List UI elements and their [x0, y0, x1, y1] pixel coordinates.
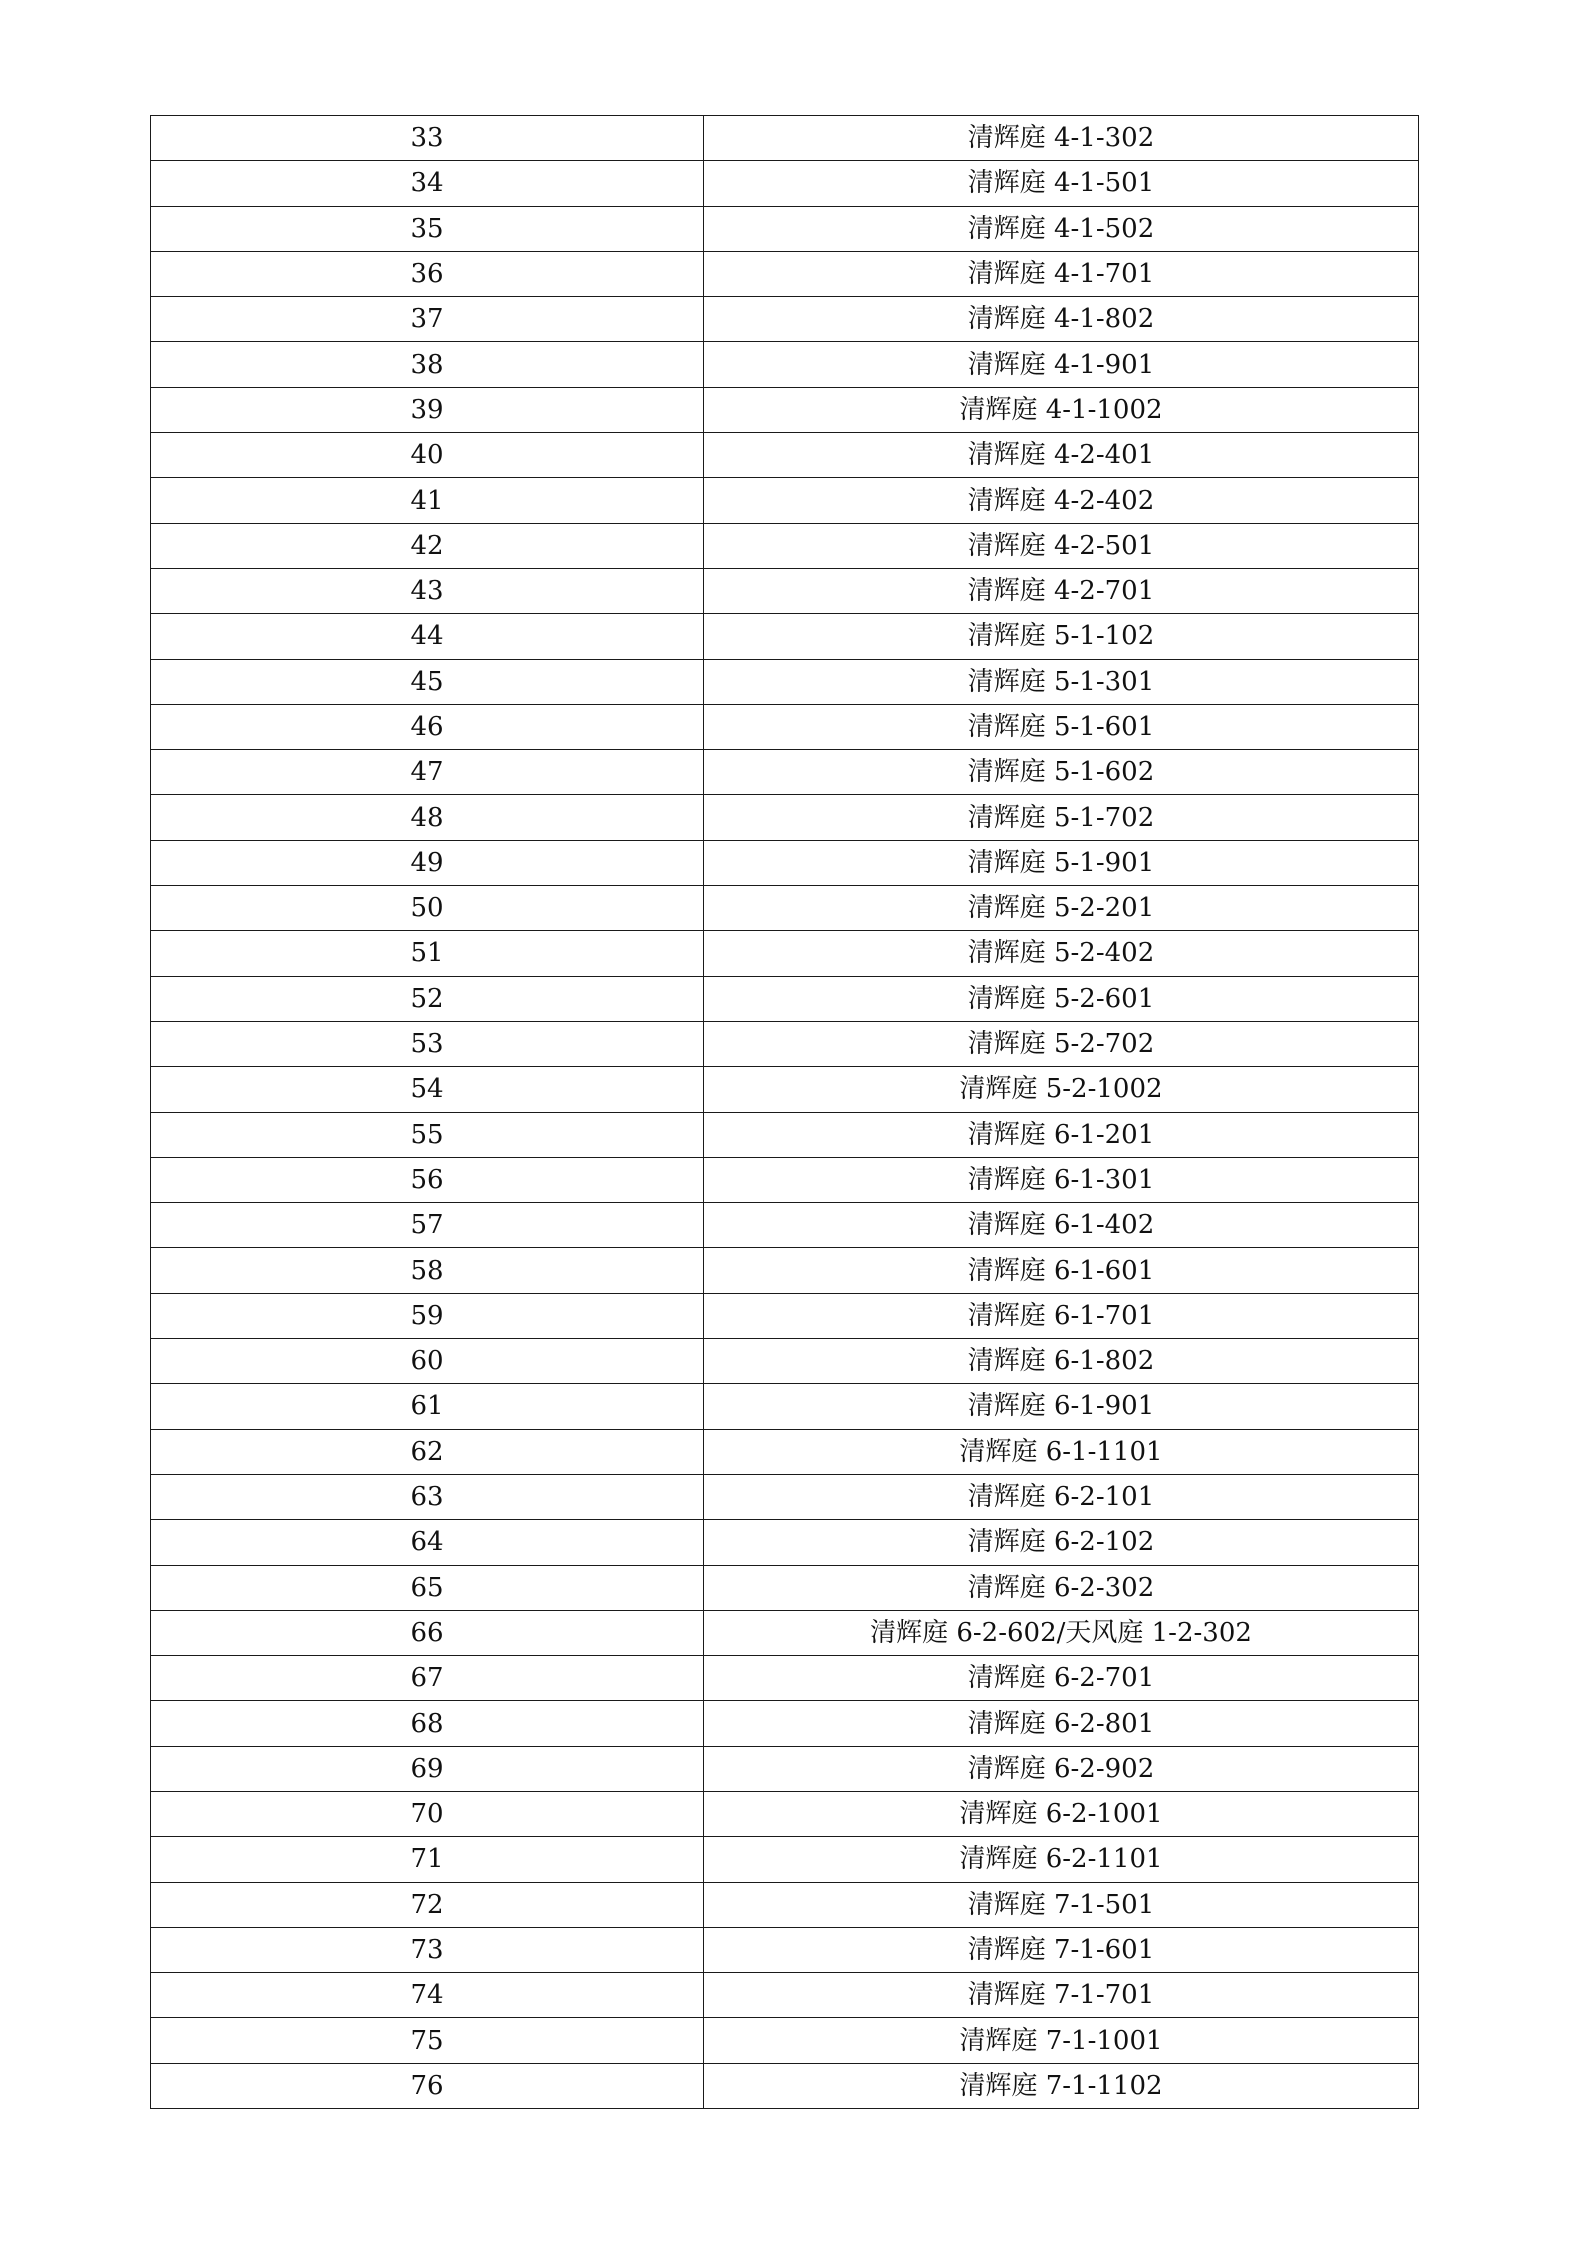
table-row [151, 206, 1419, 251]
row-number-cell: 36 [151, 251, 704, 296]
row-number-cell: 57 [151, 1203, 704, 1248]
row-number-cell: 59 [151, 1293, 704, 1338]
address-cell: 清辉庭 4-1-802 [704, 297, 1419, 342]
row-number-cell: 73 [151, 1927, 704, 1972]
table-row [151, 931, 1419, 976]
address-cell: 清辉庭 6-2-701 [704, 1656, 1419, 1701]
address-cell: 清辉庭 4-1-701 [704, 251, 1419, 296]
row-number-cell: 60 [151, 1339, 704, 1384]
address-cell: 清辉庭 5-1-602 [704, 750, 1419, 795]
table-row [151, 1837, 1419, 1882]
row-number-cell: 35 [151, 206, 704, 251]
table-row [151, 659, 1419, 704]
row-number-cell: 42 [151, 523, 704, 568]
address-cell: 清辉庭 7-1-1001 [704, 2018, 1419, 2063]
address-cell: 清辉庭 7-1-701 [704, 1973, 1419, 2018]
table-row [151, 750, 1419, 795]
table-row [151, 568, 1419, 613]
address-cell: 清辉庭 4-1-501 [704, 161, 1419, 206]
address-cell: 清辉庭 5-1-102 [704, 614, 1419, 659]
address-cell: 清辉庭 6-2-102 [704, 1520, 1419, 1565]
table-row [151, 1293, 1419, 1338]
address-cell: 清辉庭 5-2-201 [704, 886, 1419, 931]
table-row [151, 433, 1419, 478]
address-cell: 清辉庭 6-1-402 [704, 1203, 1419, 1248]
table-row [151, 795, 1419, 840]
row-number-cell: 74 [151, 1973, 704, 2018]
row-number-cell: 58 [151, 1248, 704, 1293]
address-cell: 清辉庭 6-2-101 [704, 1474, 1419, 1519]
table-row [151, 1339, 1419, 1384]
table-row [151, 2018, 1419, 2063]
table-row [151, 478, 1419, 523]
table-row [151, 1610, 1419, 1655]
address-cell: 清辉庭 4-2-402 [704, 478, 1419, 523]
row-number-cell: 75 [151, 2018, 704, 2063]
table-row [151, 116, 1419, 161]
row-number-cell: 55 [151, 1112, 704, 1157]
table-row [151, 523, 1419, 568]
table-row [151, 161, 1419, 206]
row-number-cell: 63 [151, 1474, 704, 1519]
table-row [151, 251, 1419, 296]
row-number-cell: 52 [151, 976, 704, 1021]
table-row [151, 1112, 1419, 1157]
table-row [151, 1973, 1419, 2018]
table-row [151, 1203, 1419, 1248]
table-row [151, 614, 1419, 659]
table-row [151, 1429, 1419, 1474]
table-row [151, 1882, 1419, 1927]
table-row [151, 297, 1419, 342]
address-cell: 清辉庭 6-1-301 [704, 1157, 1419, 1202]
table-row [151, 1384, 1419, 1429]
row-number-cell: 44 [151, 614, 704, 659]
address-cell: 清辉庭 5-1-301 [704, 659, 1419, 704]
address-cell: 清辉庭 7-1-501 [704, 1882, 1419, 1927]
row-number-cell: 37 [151, 297, 704, 342]
row-number-cell: 50 [151, 886, 704, 931]
row-number-cell: 76 [151, 2063, 704, 2108]
address-cell: 清辉庭 5-2-601 [704, 976, 1419, 1021]
row-number-cell: 45 [151, 659, 704, 704]
address-cell: 清辉庭 4-2-701 [704, 568, 1419, 613]
address-cell: 清辉庭 6-2-1001 [704, 1791, 1419, 1836]
row-number-cell: 41 [151, 478, 704, 523]
address-cell: 清辉庭 5-1-901 [704, 840, 1419, 885]
address-cell: 清辉庭 6-1-1101 [704, 1429, 1419, 1474]
table-row [151, 1701, 1419, 1746]
table-row [151, 342, 1419, 387]
address-cell: 清辉庭 6-1-701 [704, 1293, 1419, 1338]
row-number-cell: 66 [151, 1610, 704, 1655]
table-row [151, 1021, 1419, 1066]
address-cell: 清辉庭 7-1-601 [704, 1927, 1419, 1972]
address-cell: 清辉庭 5-2-402 [704, 931, 1419, 976]
address-cell: 清辉庭 4-1-1002 [704, 387, 1419, 432]
row-number-cell: 54 [151, 1067, 704, 1112]
table-row [151, 1565, 1419, 1610]
address-cell: 清辉庭 5-1-601 [704, 704, 1419, 749]
address-cell: 清辉庭 6-2-801 [704, 1701, 1419, 1746]
row-number-cell: 33 [151, 116, 704, 161]
row-number-cell: 71 [151, 1837, 704, 1882]
address-cell: 清辉庭 6-2-1101 [704, 1837, 1419, 1882]
row-number-cell: 61 [151, 1384, 704, 1429]
table-row [151, 1746, 1419, 1791]
address-cell: 清辉庭 4-1-502 [704, 206, 1419, 251]
address-table [150, 115, 1419, 2109]
table-row [151, 1927, 1419, 1972]
row-number-cell: 64 [151, 1520, 704, 1565]
address-cell: 清辉庭 6-1-201 [704, 1112, 1419, 1157]
row-number-cell: 43 [151, 568, 704, 613]
table-row [151, 840, 1419, 885]
table-row [151, 2063, 1419, 2108]
address-cell: 清辉庭 4-2-501 [704, 523, 1419, 568]
row-number-cell: 68 [151, 1701, 704, 1746]
row-number-cell: 34 [151, 161, 704, 206]
row-number-cell: 49 [151, 840, 704, 885]
address-cell: 清辉庭 6-2-302 [704, 1565, 1419, 1610]
row-number-cell: 47 [151, 750, 704, 795]
address-cell: 清辉庭 6-2-602/天风庭 1-2-302 [704, 1610, 1419, 1655]
address-cell: 清辉庭 4-1-901 [704, 342, 1419, 387]
row-number-cell: 56 [151, 1157, 704, 1202]
table-body [151, 116, 1419, 2109]
table-row [151, 1248, 1419, 1293]
address-cell: 清辉庭 5-1-702 [704, 795, 1419, 840]
table-row [151, 1520, 1419, 1565]
row-number-cell: 46 [151, 704, 704, 749]
table-row [151, 886, 1419, 931]
row-number-cell: 70 [151, 1791, 704, 1836]
row-number-cell: 72 [151, 1882, 704, 1927]
table-row [151, 1474, 1419, 1519]
table-row [151, 1157, 1419, 1202]
address-cell: 清辉庭 6-1-601 [704, 1248, 1419, 1293]
row-number-cell: 38 [151, 342, 704, 387]
row-number-cell: 62 [151, 1429, 704, 1474]
row-number-cell: 65 [151, 1565, 704, 1610]
row-number-cell: 69 [151, 1746, 704, 1791]
address-cell: 清辉庭 4-2-401 [704, 433, 1419, 478]
table-row [151, 1656, 1419, 1701]
address-cell: 清辉庭 4-1-302 [704, 116, 1419, 161]
address-cell: 清辉庭 5-2-702 [704, 1021, 1419, 1066]
address-cell: 清辉庭 5-2-1002 [704, 1067, 1419, 1112]
row-number-cell: 67 [151, 1656, 704, 1701]
row-number-cell: 40 [151, 433, 704, 478]
table-row [151, 1067, 1419, 1112]
address-cell: 清辉庭 6-1-901 [704, 1384, 1419, 1429]
address-cell: 清辉庭 6-2-902 [704, 1746, 1419, 1791]
table-row [151, 387, 1419, 432]
table-row [151, 704, 1419, 749]
row-number-cell: 39 [151, 387, 704, 432]
row-number-cell: 53 [151, 1021, 704, 1066]
table-row [151, 1791, 1419, 1836]
address-cell: 清辉庭 7-1-1102 [704, 2063, 1419, 2108]
row-number-cell: 51 [151, 931, 704, 976]
address-cell: 清辉庭 6-1-802 [704, 1339, 1419, 1384]
table-row [151, 976, 1419, 1021]
row-number-cell: 48 [151, 795, 704, 840]
